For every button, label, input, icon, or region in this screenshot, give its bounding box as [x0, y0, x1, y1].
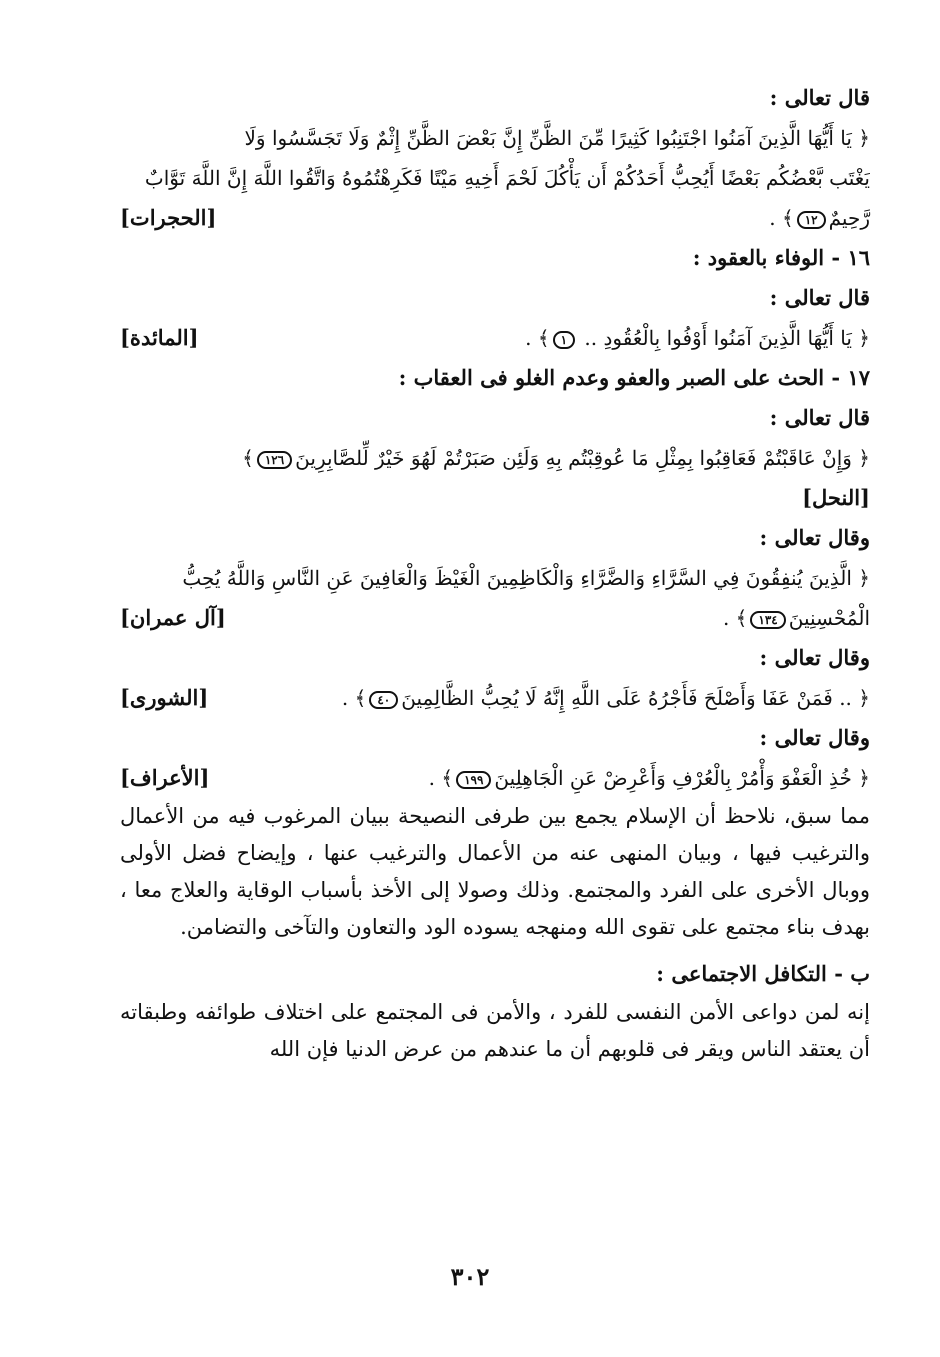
verse-row: [120, 758, 870, 798]
ayah-number: ١٣٤: [750, 611, 785, 629]
verse-row: [120, 598, 870, 638]
surah-reference: [المائدة]: [120, 325, 199, 350]
body-paragraph: إنه لمن دواعى الأمن النفسى للفرد ، والأمن فى المجتمع على اختلاف طوائفه وطبقاته أن يعتقد الناس ويقر فى قلوبهم أن ما عندهم من عرض الدنيا فإن الله: [120, 1000, 870, 1061]
verse-row: [120, 678, 870, 718]
intro-line: وقال تعالى :: [759, 525, 870, 550]
section-heading: ب - التكافل الاجتماعى :: [656, 961, 870, 986]
verse-row: [120, 198, 870, 238]
ayah-number: ١٩٩: [456, 771, 491, 789]
surah-reference: [النحل]: [802, 485, 870, 510]
ayah-number: ١٢٦: [257, 451, 292, 469]
verse-line: ﴿ وَإِنْ عَاقَبْتُمْ فَعَاقِبُوا بِمِثْلِ مَا عُوقِبْتُم بِهِ وَلَئِن صَبَرْتُمْ لَهُوَ خَيْرٌ لِّلصَّابِرِينَ١٢٦﴾: [242, 446, 870, 470]
verse-end: الْمُحْسِنِينَ١٣٤﴾ .: [722, 606, 870, 630]
ayah-number: ١: [553, 331, 575, 349]
section-heading: ١٧ - الحث على الصبر والعفو وعدم الغلو فى العقاب :: [398, 365, 870, 390]
verse-line: ﴿ يَا أَيُّهَا الَّذِينَ آمَنُوا أَوْفُوا بِالْعُقُودِ .. ١﴾ .: [525, 326, 870, 350]
intro-line: وقال تعالى :: [759, 645, 870, 670]
page-number: ٣٠٢: [450, 1262, 490, 1291]
verse-row: [120, 318, 870, 358]
surah-reference: [الأعراف]: [120, 765, 210, 790]
verse-line: ﴿ يَا أَيُّهَا الَّذِينَ آمَنُوا اجْتَنِبُوا كَثِيرًا مِّنَ الظَّنِّ إِنَّ بَعْضَ الظَّنِّ إِثْمٌ وَلَا تَجَسَّسُوا وَلَا: [244, 126, 870, 150]
surah-reference: [الحجرات]: [120, 205, 217, 230]
section-heading: ١٦ - الوفاء بالعقود :: [692, 245, 870, 270]
intro-line: قال تعالى :: [769, 405, 870, 430]
intro-line: قال تعالى :: [769, 85, 870, 110]
body-paragraph: مما سبق، نلاحظ أن الإسلام يجمع بين طرفى النصيحة ببيان المرغوب فيه من الأعمال والترغيب فيها ، وبيان المنهى عنه من الأعمال والترغيب عنها ، وإيضاح فضل الأولى ووبال الأخرى على الفرد والمجتمع. وذلك وصولا إلى الأخذ بأسباب الوقاية والعلاج معا ، بهدف بناء مجتمع على تقوى الله ومنهجه يسوده الود والتعاون والتآخى والتضامن.: [120, 804, 870, 939]
surah-reference: [الشورى]: [120, 685, 209, 710]
page-body: [120, 78, 870, 1068]
verse-line: يَغْتَب بَّعْضُكُم بَعْضًا أَيُحِبُّ أَحَدُكُمْ أَن يَأْكُلَ لَحْمَ أَخِيهِ مَيْتًا فَكَرِهْتُمُوهُ وَاتَّقُوا اللَّهَ إِنَّ اللَّهَ تَوَّابٌ: [144, 166, 870, 190]
verse-line: ﴿ الَّذِينَ يُنفِقُونَ فِي السَّرَّاءِ وَالضَّرَّاءِ وَالْكَاظِمِينَ الْغَيْظَ وَالْعَافِينَ عَنِ النَّاسِ وَاللَّهُ يُحِبُّ: [182, 566, 870, 590]
surah-reference: [آل عمران]: [120, 605, 226, 630]
verse-end: رَّحِيمٌ١٢﴾ .: [769, 206, 870, 230]
verse-line: ﴿ .. فَمَنْ عَفَا وَأَصْلَحَ فَأَجْرُهُ عَلَى اللَّهِ إِنَّهُ لَا يُحِبُّ الظَّالِمِينَ٤٠﴾ .: [341, 686, 870, 710]
ayah-number: ١٢: [797, 211, 826, 229]
verse-line: ﴿ خُذِ الْعَفْوَ وَأْمُرْ بِالْعُرْفِ وَأَعْرِضْ عَنِ الْجَاهِلِينَ١٩٩﴾ .: [428, 766, 870, 790]
intro-line: وقال تعالى :: [759, 725, 870, 750]
ayah-number: ٤٠: [369, 691, 398, 709]
intro-line: قال تعالى :: [769, 285, 870, 310]
